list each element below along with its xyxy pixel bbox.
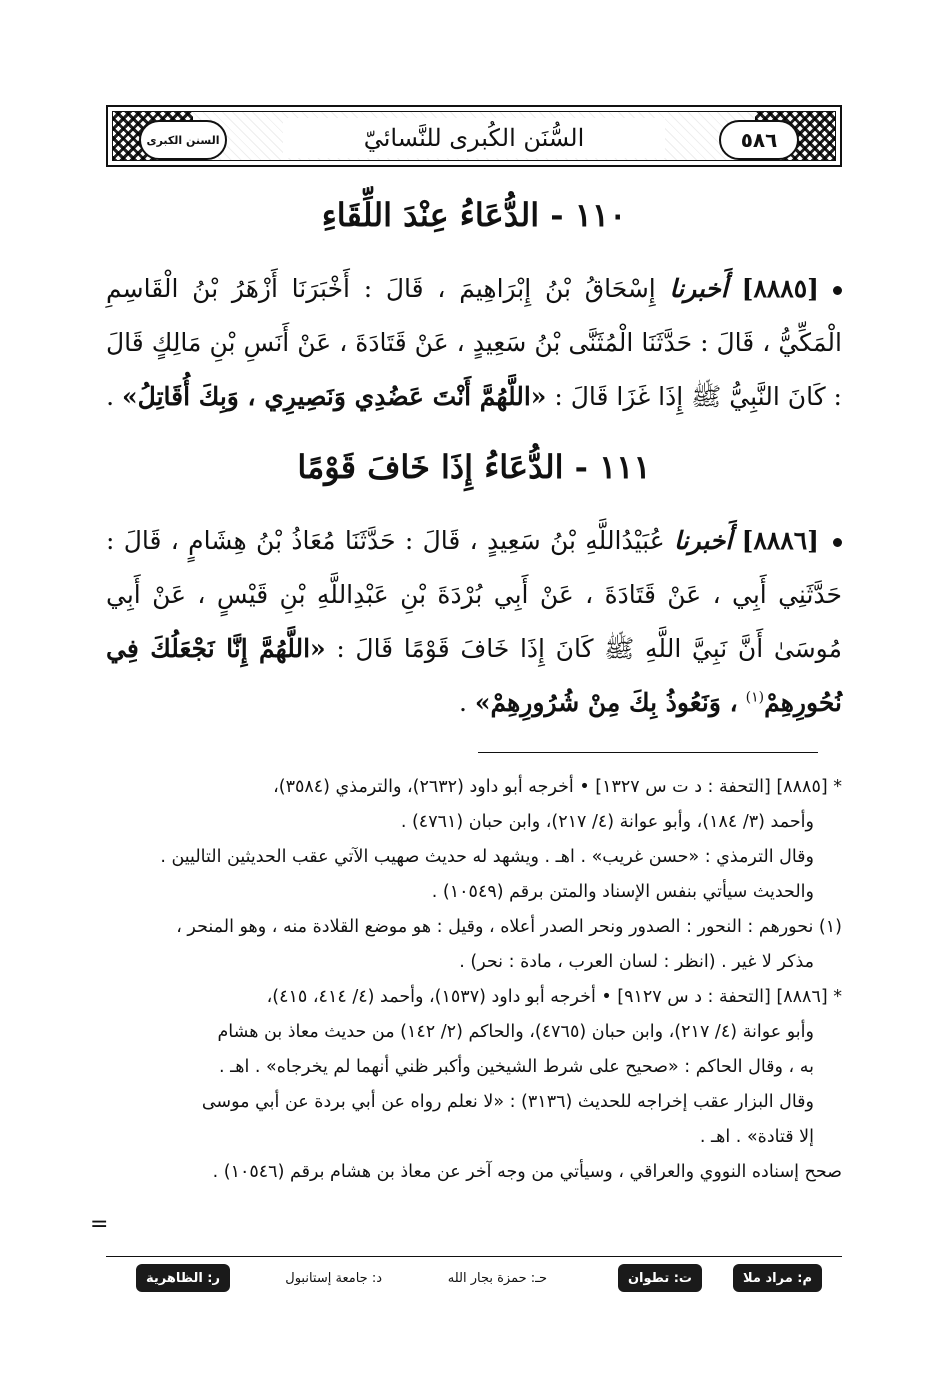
hadith-chain: عُبَيْدُاللَّهِ بْنُ سَعِيدٍ ، قَالَ : حَدَّثَنَا مُعَاذُ بْنُ هِشَامٍ ، قَالَ : حَدَّثَنِي أَبِي ، عَنْ قَتَادَةَ ، عَنْ أَبِي بُرْدَةَ بْنِ عَبْدِاللَّهِ بْنِ قَيْسٍ ، عَنْ أَبِي مُوسَىٰ أَنَّ نَبِيَّ اللَّهِ ﷺ كَانَ إِذَا خَافَ قَوْمًا قَالَ :	[106, 526, 842, 663]
series-logo: السنن الكبرى	[139, 120, 227, 160]
ikhbar-word: أَخبرنا	[673, 526, 733, 555]
bullet-icon	[833, 538, 842, 547]
hadith-number: [٨٨٨٥]	[741, 274, 820, 303]
footnotes	[106, 770, 842, 1190]
page-header	[106, 105, 842, 167]
manuscript-sigla	[106, 1264, 842, 1294]
dua-text: «اللَّهُمَّ أَنْتَ عَضُدِي وَنَصِيرِي ، وَبِكَ أُقَاتِلُ»	[122, 382, 547, 411]
hadith-8886	[106, 514, 842, 730]
footnote-8885-line: والحديث سيأتي بنفس الإسناد والمتن برقم (١٠٥٤٩) .	[431, 882, 814, 902]
siglum-m: م: مراد ملا	[733, 1264, 822, 1292]
header-frame	[112, 111, 836, 161]
siglum-r: ر: الظاهرية	[136, 1264, 230, 1292]
hadith-number: [٨٨٨٦]	[741, 526, 819, 555]
hadith-end: .	[458, 688, 475, 717]
siglum-d: د: جامعة إستانبول	[285, 1270, 382, 1286]
siglum-t: ت: تطوان	[618, 1264, 702, 1292]
footnote-8885-line: وقال الترمذي : «حسن غريب» . اهـ . ويشهد له حديث صهيب الآتي عقب الحديثين التاليين .	[160, 847, 814, 867]
footnote-8886-line: وقال البزار عقب إخراجه للحديث (٣١٣٦) : «لا نعلم رواه عن أبي بردة عن أبي موسى	[201, 1092, 814, 1112]
footnote-8886-line: وأبو عوانة (٤/ ٢١٧)، وابن حبان (٤٧٦٥)، والحاكم (٢/ ١٤٢) من حديث معاذ بن هشام	[217, 1022, 814, 1042]
footnote-8885-line: * [٨٨٨٥] [التحفة : د ت س ١٣٢٧] • أخرجه أبو داود (٢٦٣٢)، والترمذي (٣٥٨٤)،	[273, 777, 842, 797]
footnote-8886-line: إلا قتادة» . اهـ .	[699, 1127, 814, 1147]
dua-text: «اللَّهُمَّ إِنَّا نَجْعَلُكَ فِي نُحُورِهِمْ	[106, 634, 842, 717]
footnote-8886-line: به ، وقال الحاكم : «صحيح على شرط الشيخين وأكبر ظني أنهما لم يخرجاه» . اهـ .	[218, 1057, 814, 1077]
footnote-1-line: (١) نحورهم : النحور : الصدور ونحر الصدر أعلاه ، وقيل : هو موضع القلادة منه ، وهو المنحر ،	[176, 917, 842, 937]
siglum-h: حـ: حمزة بجار الله	[447, 1270, 547, 1286]
footnote-8886-line: * [٨٨٨٦] [التحفة : د س ٩١٢٧] • أخرجه أبو داود (١٥٣٧)، وأحمد (٤/ ٤١٤، ٤١٥)،	[266, 987, 842, 1007]
hadith-end: .	[106, 382, 123, 411]
ikhbar-word: أَخبرنا	[669, 274, 728, 303]
book-title: السُّنَن الكُبرى للنَّسائيّ	[283, 118, 665, 158]
footnote-8885-line: وأحمد (٣/ ١٨٤)، وأبو عوانة (٤/ ٢١٧)، وابن حبان (٤٧٦١) .	[400, 812, 814, 832]
chapter-heading-110: ١١٠ - الدُّعَاءُ عِنْدَ اللِّقَاءِ	[321, 196, 627, 234]
dua-text-continued: ، وَنَعُوذُ بِكَ مِنْ شُرُورِهِمْ»	[474, 688, 738, 717]
bullet-icon	[833, 286, 842, 295]
footnote-ref: (١)	[745, 689, 765, 706]
footer-rule	[106, 1256, 842, 1257]
continues-mark: =	[90, 1212, 109, 1237]
hadith-8885	[106, 262, 842, 424]
footnote-8886-line: صحح إسناده النووي والعراقي ، وسيأتي من وجه آخر عن معاذ بن هشام برقم (١٠٥٤٦) .	[212, 1162, 842, 1182]
hadith-chain: إِسْحَاقُ بْنُ إِبْرَاهِيمَ ، قَالَ : أَخْبَرَنَا أَزْهَرُ بْنُ الْقَاسِمِ الْمَكِّيُّ ، قَالَ : حَدَّثَنَا الْمُثَنَّى بْنُ سَعِيدٍ ، عَنْ قَتَادَةَ ، عَنْ أَنَسِ بْنِ مَالِكٍ قَالَ : كَانَ النَّبِيُّ ﷺ إِذَا غَزَا قَالَ :	[106, 274, 842, 411]
footnote-divider	[478, 752, 818, 753]
page-number: ٥٨٦	[719, 120, 799, 160]
chapter-heading-111: ١١١ - الدُّعَاءُ إِذَا خَافَ قَوْمًا	[297, 448, 651, 486]
footnote-1-line: مذكر لا غير . (انظر : لسان العرب ، مادة : نحر) .	[459, 952, 814, 972]
